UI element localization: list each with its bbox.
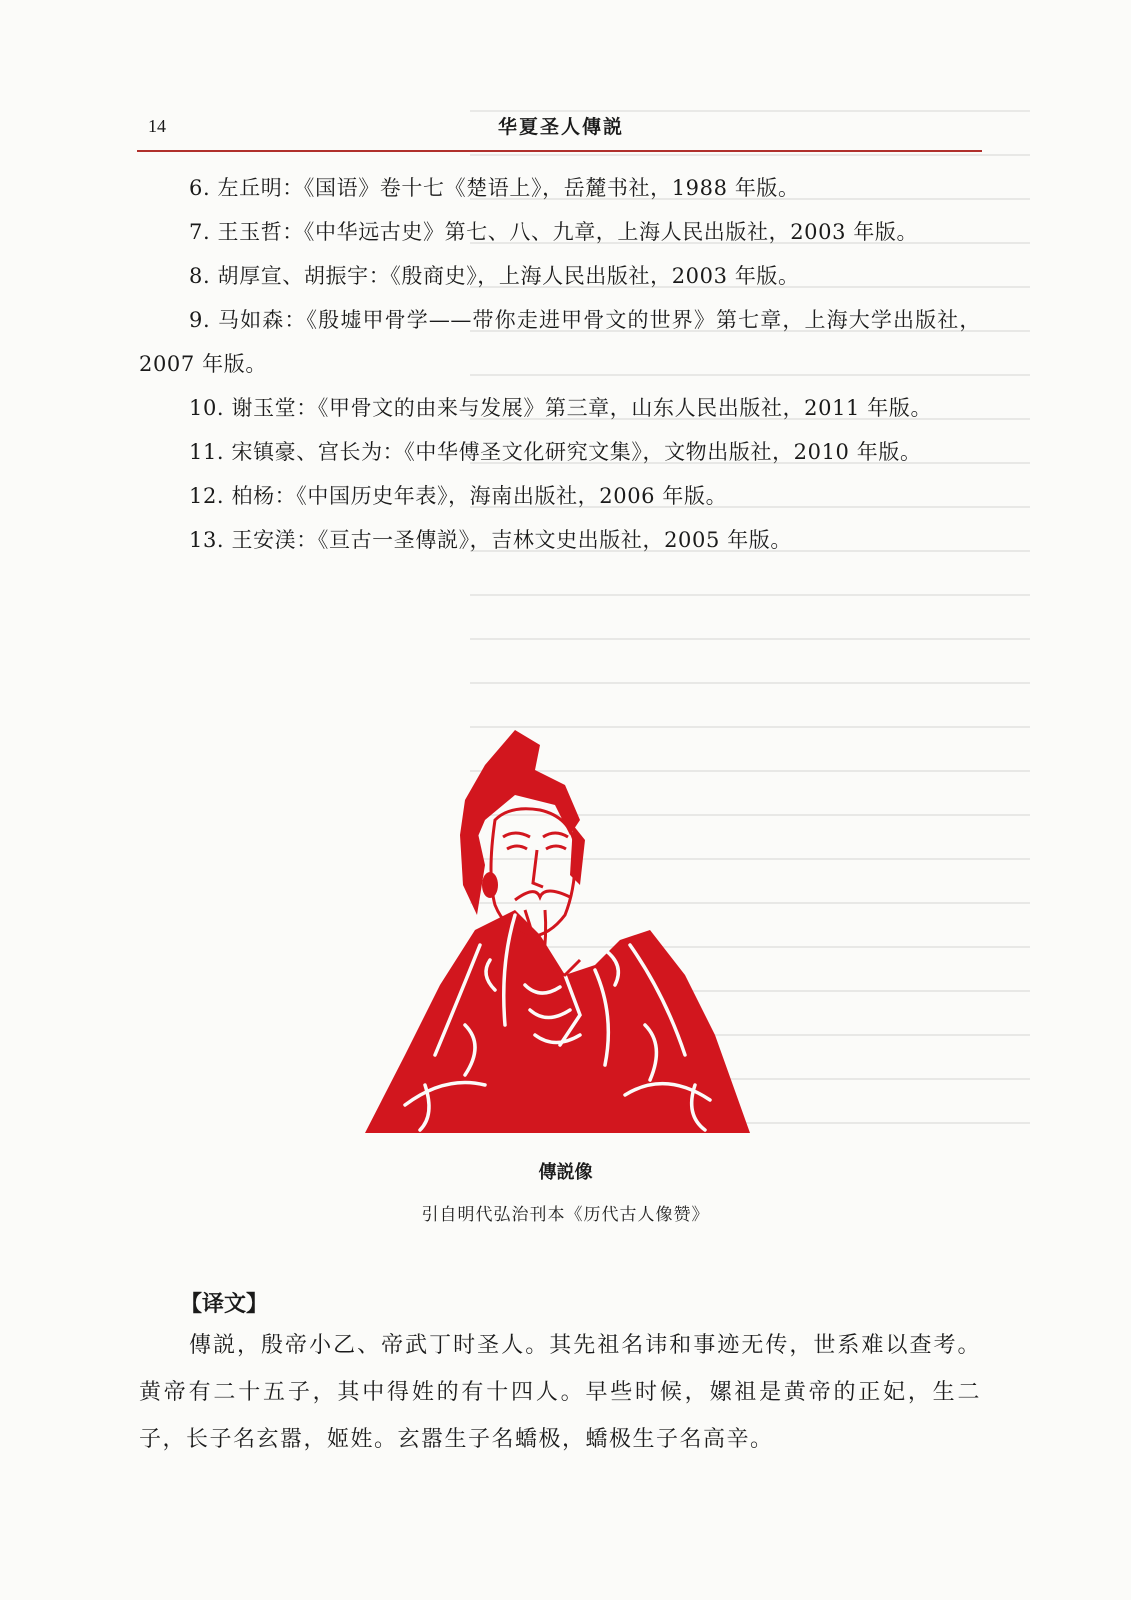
reference-item: 13. 王安渼：《亘古一圣傳説》，吉林文史出版社，2005 年版。 bbox=[189, 528, 792, 552]
reference-item: 6. 左丘明：《国语》卷十七《楚语上》，岳麓书社，1988 年版。 bbox=[189, 176, 800, 200]
running-head bbox=[140, 108, 982, 148]
reference-item: 12. 柏杨：《中国历史年表》，海南出版社，2006 年版。 bbox=[189, 484, 728, 508]
reference-item: 7. 王玉哲：《中华远古史》第七、八、九章，上海人民出版社，2003 年版。 bbox=[189, 220, 919, 244]
reference-list bbox=[139, 166, 981, 562]
figure-source: 引自明代弘治刊本《历代古人像赞》 bbox=[421, 1205, 710, 1225]
reference-item: 10. 谢玉堂：《甲骨文的由来与发展》第三章，山东人民出版社，2011 年版。 bbox=[189, 396, 933, 420]
section-heading: 【译文】 bbox=[180, 1292, 269, 1317]
book-title: 华夏圣人傳説 bbox=[497, 116, 624, 138]
header-rule bbox=[137, 150, 982, 152]
figure-title: 傳説像 bbox=[538, 1162, 593, 1183]
translation-paragraph: 傳説，殷帝小乙、帝武丁时圣人。其先祖名讳和事迹无传，世系难以查考。黄帝有二十五子，其中得姓的有十四人。早些时候，嫘祖是黄帝的正妃，生二子，长子名玄嚣，姬姓。玄嚣生子名蟜极，蟜极生子名高辛。 bbox=[139, 1333, 981, 1452]
reference-item: 8. 胡厚宣、胡振宇：《殷商史》，上海人民出版社，2003 年版。 bbox=[189, 264, 800, 288]
reference-item: 9. 马如森：《殷墟甲骨学——带你走进甲骨文的世界》第七章，上海大学出版社，2007 年版。 bbox=[139, 308, 981, 376]
page-number: 14 bbox=[148, 116, 166, 136]
portrait-illustration bbox=[365, 725, 750, 1135]
reference-item: 11. 宋镇豪、宫长为：《中华傅圣文化研究文集》，文物出版社，2010 年版。 bbox=[189, 440, 922, 464]
